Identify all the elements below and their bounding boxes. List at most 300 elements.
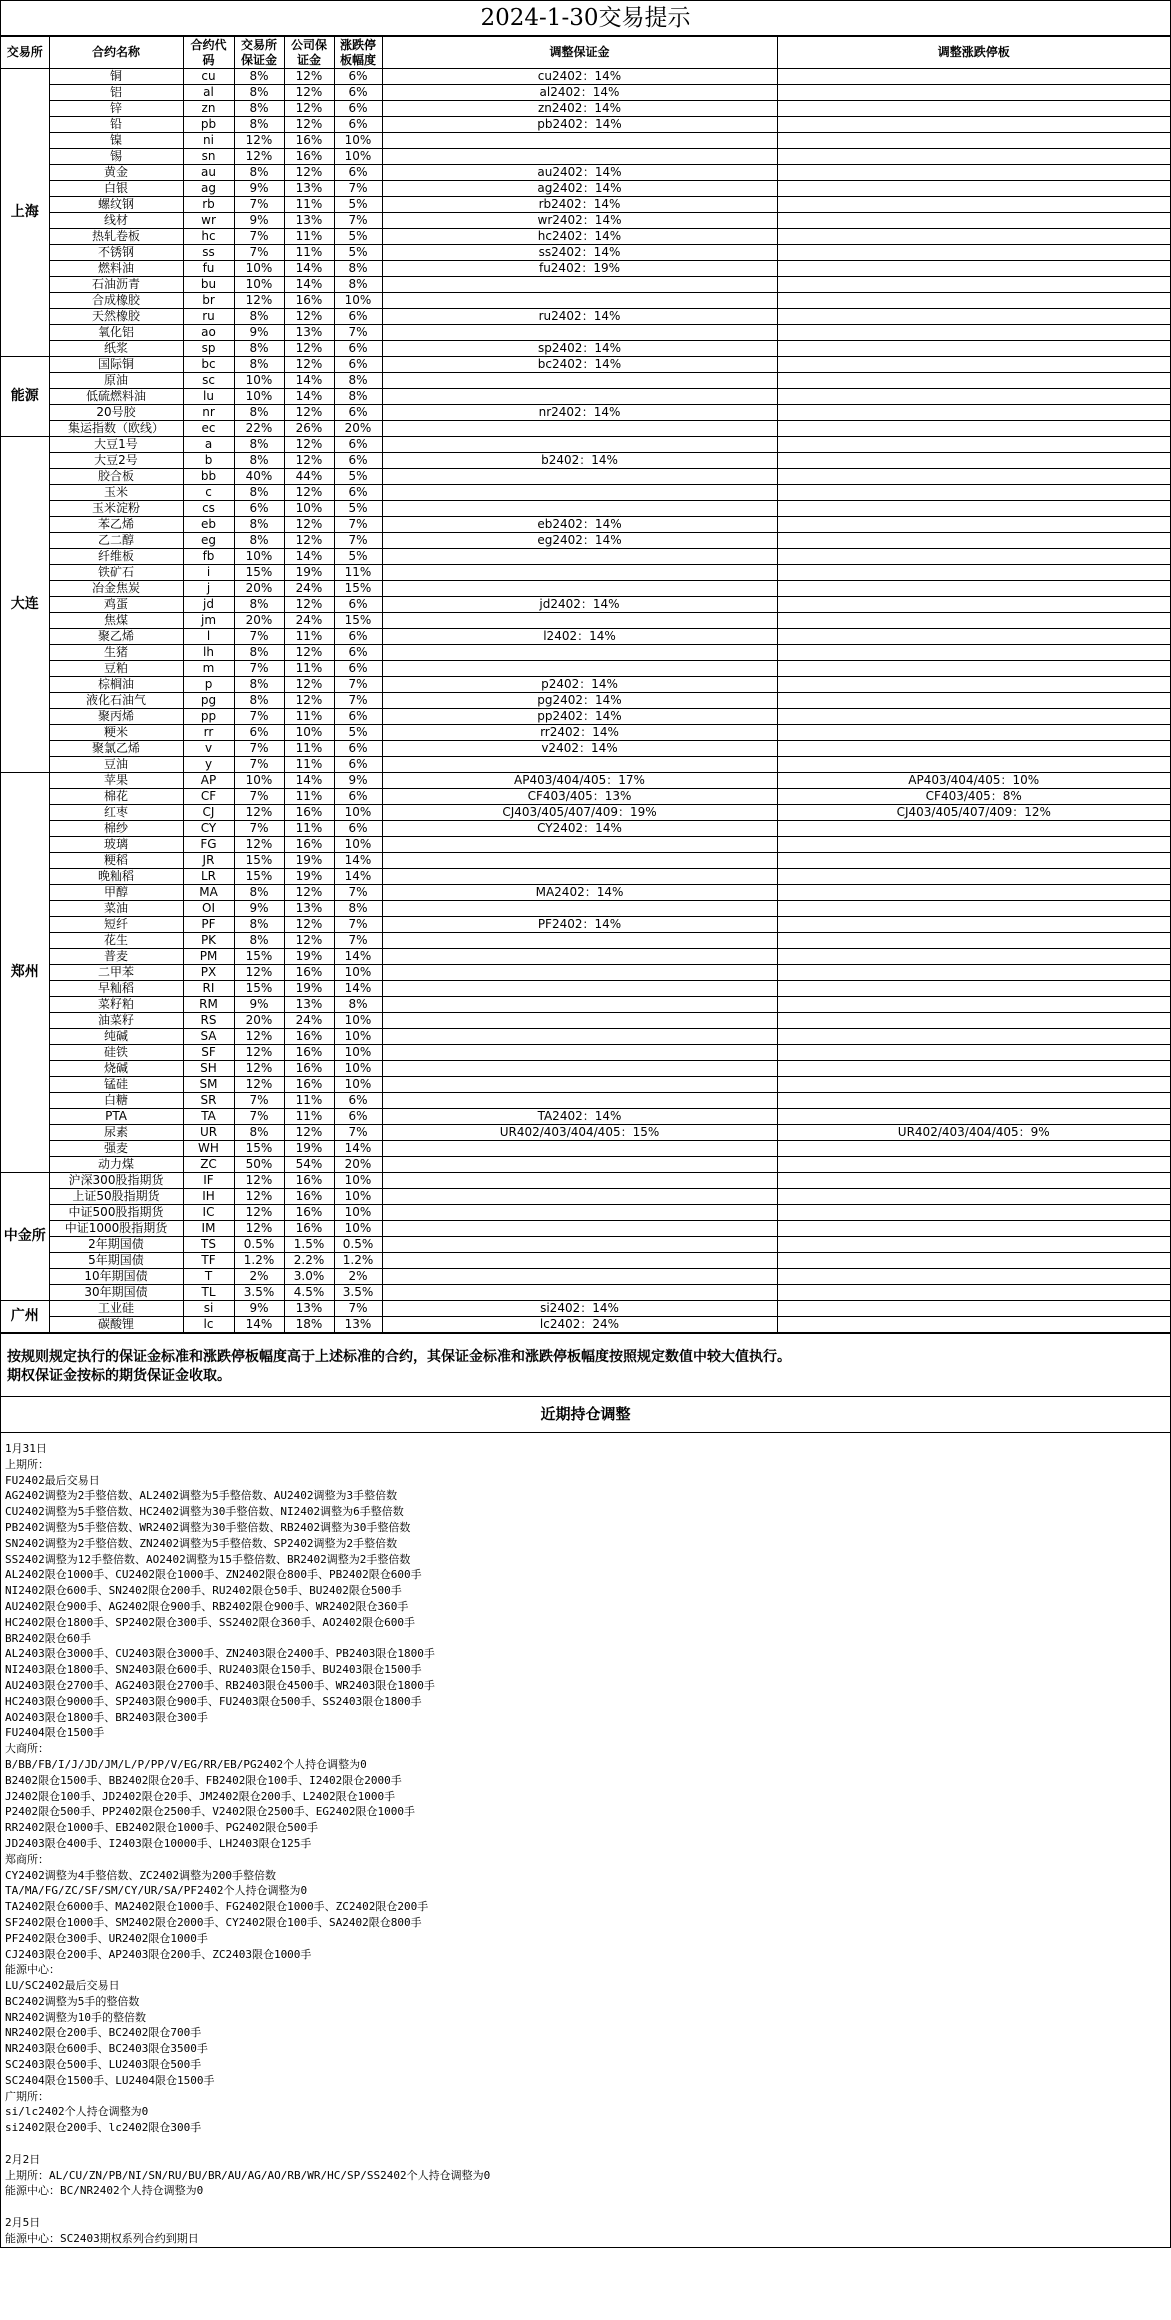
table-row <box>1 597 1170 613</box>
contract-code-cell: lu <box>183 389 234 405</box>
company-margin-cell: 54% <box>284 1157 334 1173</box>
limit-range-cell: 3.5% <box>334 1285 382 1301</box>
contract-name-cell: 铁矿石 <box>49 565 183 581</box>
note-line: 广期所： <box>5 2089 49 2103</box>
exchange-margin-cell: 8% <box>234 309 284 325</box>
contract-code-cell: sp <box>183 341 234 357</box>
exchange-margin-cell: 9% <box>234 901 284 917</box>
adjusted-margin-cell: MA2402：14% <box>382 885 777 901</box>
exchange-cell: 能源 <box>1 357 49 437</box>
contract-name-cell: 热轧卷板 <box>49 229 183 245</box>
contract-name-cell: 纤维板 <box>49 549 183 565</box>
exchange-margin-cell: 12% <box>234 1029 284 1045</box>
adjusted-limit-cell <box>777 869 1170 885</box>
adjusted-margin-cell <box>382 133 777 149</box>
note-line: AL2402限仓1000手、CU2402限仓1000手、ZN2402限仓800手、PB2402限仓600手 <box>5 1568 422 1582</box>
contract-name-cell: 苹果 <box>49 773 183 789</box>
limit-range-cell: 7% <box>334 885 382 901</box>
adjusted-margin-cell: bc2402：14% <box>382 357 777 373</box>
adjusted-margin-cell <box>382 981 777 997</box>
adjusted-margin-cell: al2402：14% <box>382 85 777 101</box>
rules-note <box>1 1333 1170 1397</box>
table-row <box>1 677 1170 693</box>
note-line: si/lc2402个人持仓调整为0 <box>5 2105 149 2119</box>
table-row <box>1 981 1170 997</box>
company-margin-cell: 11% <box>284 1093 334 1109</box>
note-line <box>5 2136 1166 2152</box>
adjusted-limit-cell <box>777 581 1170 597</box>
table-row <box>1 1269 1170 1285</box>
company-margin-cell: 24% <box>284 1013 334 1029</box>
contract-code-cell: zn <box>183 101 234 117</box>
limit-range-cell: 6% <box>334 629 382 645</box>
limit-range-cell: 9% <box>334 773 382 789</box>
exchange-margin-cell: 8% <box>234 1125 284 1141</box>
position-adjust-title: 近期持仓调整 <box>1 1397 1170 1433</box>
adjusted-limit-cell <box>777 1237 1170 1253</box>
contract-name-cell: PTA <box>49 1109 183 1125</box>
adjusted-margin-cell <box>382 1061 777 1077</box>
company-margin-cell: 16% <box>284 149 334 165</box>
adjusted-limit-cell <box>777 181 1170 197</box>
note-line: LU/SC2402最后交易日 <box>5 1979 120 1993</box>
adjusted-margin-cell: UR402/403/404/405：15% <box>382 1125 777 1141</box>
adjusted-limit-cell <box>777 421 1170 437</box>
table-row <box>1 645 1170 661</box>
limit-range-cell: 7% <box>334 677 382 693</box>
contract-code-cell: nr <box>183 405 234 421</box>
limit-range-cell: 14% <box>334 853 382 869</box>
table-row <box>1 693 1170 709</box>
company-margin-cell: 11% <box>284 197 334 213</box>
limit-range-cell: 5% <box>334 549 382 565</box>
company-margin-cell: 16% <box>284 1205 334 1221</box>
contract-code-cell: UR <box>183 1125 234 1141</box>
company-margin-cell: 13% <box>284 1301 334 1317</box>
contract-name-cell: 乙二醇 <box>49 533 183 549</box>
table-row <box>1 101 1170 117</box>
table-row <box>1 469 1170 485</box>
adjusted-limit-cell <box>777 405 1170 421</box>
table-row <box>1 661 1170 677</box>
adjusted-limit-cell <box>777 853 1170 869</box>
adjusted-margin-cell <box>382 837 777 853</box>
adjusted-margin-cell <box>382 853 777 869</box>
contract-code-cell: jd <box>183 597 234 613</box>
adjusted-limit-cell <box>777 1205 1170 1221</box>
table-row <box>1 437 1170 453</box>
exchange-margin-cell: 8% <box>234 117 284 133</box>
adjusted-margin-cell <box>382 645 777 661</box>
limit-range-cell: 5% <box>334 245 382 261</box>
header-exchange: 交易所 <box>1 37 49 69</box>
contract-name-cell: 合成橡胶 <box>49 293 183 309</box>
contract-code-cell: FG <box>183 837 234 853</box>
company-margin-cell: 12% <box>284 165 334 181</box>
exchange-margin-cell: 15% <box>234 565 284 581</box>
adjusted-limit-cell <box>777 821 1170 837</box>
limit-range-cell: 13% <box>334 1317 382 1333</box>
contract-name-cell: 二甲苯 <box>49 965 183 981</box>
contract-name-cell: 工业硅 <box>49 1301 183 1317</box>
limit-range-cell: 7% <box>334 917 382 933</box>
company-margin-cell: 12% <box>284 405 334 421</box>
exchange-margin-cell: 8% <box>234 341 284 357</box>
table-row <box>1 1189 1170 1205</box>
limit-range-cell: 6% <box>334 117 382 133</box>
contract-code-cell: ss <box>183 245 234 261</box>
adjusted-margin-cell <box>382 1029 777 1045</box>
exchange-margin-cell: 6% <box>234 725 284 741</box>
table-row <box>1 389 1170 405</box>
adjusted-limit-cell <box>777 1285 1170 1301</box>
adjusted-margin-cell: l2402：14% <box>382 629 777 645</box>
adjusted-limit-cell <box>777 1045 1170 1061</box>
contract-name-cell: 尿素 <box>49 1125 183 1141</box>
contract-name-cell: 燃料油 <box>49 261 183 277</box>
adjusted-margin-cell <box>382 565 777 581</box>
contract-name-cell: 螺纹钢 <box>49 197 183 213</box>
table-row <box>1 997 1170 1013</box>
limit-range-cell: 6% <box>334 437 382 453</box>
company-margin-cell: 24% <box>284 613 334 629</box>
exchange-margin-cell: 12% <box>234 1189 284 1205</box>
position-notes <box>1 1433 1170 2247</box>
table-row <box>1 1125 1170 1141</box>
contract-name-cell: 烧碱 <box>49 1061 183 1077</box>
table-row <box>1 1173 1170 1189</box>
contract-name-cell: 菜油 <box>49 901 183 917</box>
company-margin-cell: 16% <box>284 1173 334 1189</box>
company-margin-cell: 13% <box>284 901 334 917</box>
exchange-margin-cell: 20% <box>234 1013 284 1029</box>
limit-range-cell: 7% <box>334 181 382 197</box>
contract-name-cell: 铝 <box>49 85 183 101</box>
contract-code-cell: IM <box>183 1221 234 1237</box>
contract-name-cell: 聚乙烯 <box>49 629 183 645</box>
table-row <box>1 1157 1170 1173</box>
note-line: 大商所： <box>5 1742 49 1756</box>
adjusted-margin-cell: eb2402：14% <box>382 517 777 533</box>
limit-range-cell: 20% <box>334 421 382 437</box>
exchange-margin-cell: 20% <box>234 613 284 629</box>
exchange-margin-cell: 12% <box>234 1061 284 1077</box>
exchange-margin-cell: 10% <box>234 549 284 565</box>
table-row <box>1 1061 1170 1077</box>
adjusted-limit-cell <box>777 245 1170 261</box>
company-margin-cell: 11% <box>284 789 334 805</box>
contract-code-cell: JR <box>183 853 234 869</box>
adjusted-limit-cell <box>777 645 1170 661</box>
contract-code-cell: bu <box>183 277 234 293</box>
note-line: FU2402最后交易日 <box>5 1473 100 1487</box>
company-margin-cell: 11% <box>284 245 334 261</box>
note-line: CY2402调整为4手整倍数、ZC2402调整为200手整倍数 <box>5 1868 276 1882</box>
contract-code-cell: pp <box>183 709 234 725</box>
contract-code-cell: bc <box>183 357 234 373</box>
adjusted-limit-cell: CJ403/405/407/409：12% <box>777 805 1170 821</box>
contract-code-cell: hc <box>183 229 234 245</box>
company-margin-cell: 19% <box>284 869 334 885</box>
header-adjusted-limit: 调整涨跌停板 <box>777 37 1170 69</box>
contract-name-cell: 沪深300股指期货 <box>49 1173 183 1189</box>
adjusted-margin-cell <box>382 581 777 597</box>
adjusted-limit-cell <box>777 117 1170 133</box>
contract-name-cell: 大豆2号 <box>49 453 183 469</box>
adjusted-margin-cell: wr2402：14% <box>382 213 777 229</box>
adjusted-limit-cell <box>777 1221 1170 1237</box>
contract-name-cell: 天然橡胶 <box>49 309 183 325</box>
header-exchange-margin: 交易所保证金 <box>234 37 284 69</box>
table-row <box>1 485 1170 501</box>
company-margin-cell: 14% <box>284 373 334 389</box>
adjusted-margin-cell <box>382 421 777 437</box>
adjusted-limit-cell <box>777 293 1170 309</box>
exchange-margin-cell: 8% <box>234 693 284 709</box>
adjusted-limit-cell <box>777 517 1170 533</box>
contract-name-cell: 中证1000股指期货 <box>49 1221 183 1237</box>
adjusted-limit-cell <box>777 453 1170 469</box>
adjusted-limit-cell <box>777 725 1170 741</box>
limit-range-cell: 6% <box>334 453 382 469</box>
contract-code-cell: eg <box>183 533 234 549</box>
exchange-margin-cell: 7% <box>234 789 284 805</box>
company-margin-cell: 12% <box>284 117 334 133</box>
adjusted-margin-cell: pp2402：14% <box>382 709 777 725</box>
exchange-margin-cell: 15% <box>234 949 284 965</box>
contract-name-cell: 生猪 <box>49 645 183 661</box>
contract-code-cell: c <box>183 485 234 501</box>
limit-range-cell: 2% <box>334 1269 382 1285</box>
contract-code-cell: SA <box>183 1029 234 1045</box>
adjusted-limit-cell <box>777 1173 1170 1189</box>
header-contract-code: 合约代码 <box>183 37 234 69</box>
exchange-margin-cell: 1.2% <box>234 1253 284 1269</box>
contract-name-cell: 10年期国债 <box>49 1269 183 1285</box>
note-line: PF2402限仓300手、UR2402限仓1000手 <box>5 1931 208 1945</box>
limit-range-cell: 6% <box>334 1109 382 1125</box>
table-row <box>1 709 1170 725</box>
limit-range-cell: 10% <box>334 149 382 165</box>
adjusted-limit-cell <box>777 261 1170 277</box>
contract-code-cell: IF <box>183 1173 234 1189</box>
adjusted-limit-cell <box>777 325 1170 341</box>
note-line: AG2402调整为2手整倍数、AL2402调整为5手整倍数、AU2402调整为3手整倍数 <box>5 1489 398 1503</box>
table-row <box>1 133 1170 149</box>
limit-range-cell: 15% <box>334 581 382 597</box>
adjusted-margin-cell <box>382 1093 777 1109</box>
limit-range-cell: 8% <box>334 901 382 917</box>
note-line: AU2403限仓2700手、AG2403限仓2700手、RB2403限仓4500手、WR2403限仓1800手 <box>5 1678 435 1692</box>
adjusted-margin-cell <box>382 293 777 309</box>
company-margin-cell: 19% <box>284 981 334 997</box>
exchange-margin-cell: 2% <box>234 1269 284 1285</box>
company-margin-cell: 12% <box>284 437 334 453</box>
exchange-margin-cell: 7% <box>234 229 284 245</box>
contract-name-cell: 黄金 <box>49 165 183 181</box>
contract-code-cell: ZC <box>183 1157 234 1173</box>
adjusted-margin-cell <box>382 933 777 949</box>
company-margin-cell: 16% <box>284 1061 334 1077</box>
contract-code-cell: p <box>183 677 234 693</box>
table-row <box>1 325 1170 341</box>
note-line: AO2403限仓1800手、BR2403限仓300手 <box>5 1710 208 1724</box>
company-margin-cell: 12% <box>284 85 334 101</box>
company-margin-cell: 11% <box>284 1109 334 1125</box>
note-line: BC2402调整为5手的整倍数 <box>5 1994 140 2008</box>
limit-range-cell: 14% <box>334 981 382 997</box>
exchange-cell: 大连 <box>1 437 49 773</box>
contract-name-cell: 集运指数（欧线） <box>49 421 183 437</box>
exchange-margin-cell: 8% <box>234 917 284 933</box>
exchange-margin-cell: 6% <box>234 501 284 517</box>
contract-code-cell: CY <box>183 821 234 837</box>
limit-range-cell: 15% <box>334 613 382 629</box>
table-row <box>1 757 1170 773</box>
contract-name-cell: 氧化铝 <box>49 325 183 341</box>
contract-code-cell: IC <box>183 1205 234 1221</box>
company-margin-cell: 14% <box>284 549 334 565</box>
adjusted-limit-cell <box>777 133 1170 149</box>
exchange-margin-cell: 12% <box>234 1077 284 1093</box>
note-line: 2月5日 <box>5 2216 41 2230</box>
contract-name-cell: 早籼稻 <box>49 981 183 997</box>
page-title: 2024-1-30交易提示 <box>1 1 1170 36</box>
table-row <box>1 581 1170 597</box>
exchange-margin-cell: 10% <box>234 389 284 405</box>
company-margin-cell: 12% <box>284 597 334 613</box>
company-margin-cell: 11% <box>284 821 334 837</box>
note-line: J2402限仓100手、JD2402限仓20手、JM2402限仓200手、L2402限仓1000手 <box>5 1789 396 1803</box>
note-line: 1月31日 <box>5 1442 47 1455</box>
exchange-margin-cell: 8% <box>234 405 284 421</box>
adjusted-limit-cell <box>777 1077 1170 1093</box>
adjusted-margin-cell <box>382 661 777 677</box>
note-line: NR2402限仓200手、BC2402限仓700手 <box>5 2026 202 2040</box>
exchange-margin-cell: 7% <box>234 1109 284 1125</box>
contract-name-cell: 2年期国债 <box>49 1237 183 1253</box>
contract-name-cell: 玉米淀粉 <box>49 501 183 517</box>
limit-range-cell: 6% <box>334 165 382 181</box>
adjusted-margin-cell <box>382 149 777 165</box>
adjusted-limit-cell: AP403/404/405：10% <box>777 773 1170 789</box>
limit-range-cell: 6% <box>334 661 382 677</box>
adjusted-margin-cell: CY2402：14% <box>382 821 777 837</box>
adjusted-margin-cell <box>382 1045 777 1061</box>
contract-name-cell: 白银 <box>49 181 183 197</box>
table-row <box>1 901 1170 917</box>
adjusted-margin-cell <box>382 965 777 981</box>
limit-range-cell: 8% <box>334 389 382 405</box>
limit-range-cell: 10% <box>334 1221 382 1237</box>
table-row <box>1 405 1170 421</box>
note-line: BR2402限仓60手 <box>5 1631 91 1645</box>
adjusted-limit-cell <box>777 165 1170 181</box>
note-line: 2月2日 <box>5 2152 41 2166</box>
table-row <box>1 261 1170 277</box>
limit-range-cell: 7% <box>334 325 382 341</box>
limit-range-cell: 6% <box>334 357 382 373</box>
note-line: JD2403限仓400手、I2403限仓10000手、LH2403限仓125手 <box>5 1836 312 1850</box>
adjusted-margin-cell <box>382 1013 777 1029</box>
limit-range-cell: 5% <box>334 501 382 517</box>
table-row <box>1 837 1170 853</box>
exchange-margin-cell: 10% <box>234 773 284 789</box>
adjusted-limit-cell <box>777 1157 1170 1173</box>
adjusted-limit-cell <box>777 677 1170 693</box>
note-line: RR2402限仓1000手、EB2402限仓1000手、PG2402限仓500手 <box>5 1821 319 1835</box>
table-row <box>1 805 1170 821</box>
contract-name-cell: 棉花 <box>49 789 183 805</box>
adjusted-margin-cell <box>382 437 777 453</box>
adjusted-limit-cell <box>777 69 1170 85</box>
exchange-margin-cell: 12% <box>234 1045 284 1061</box>
limit-range-cell: 6% <box>334 597 382 613</box>
limit-range-cell: 8% <box>334 997 382 1013</box>
company-margin-cell: 18% <box>284 1317 334 1333</box>
adjusted-limit-cell <box>777 933 1170 949</box>
header-company-margin: 公司保证金 <box>284 37 334 69</box>
contract-code-cell: i <box>183 565 234 581</box>
company-margin-cell: 16% <box>284 1189 334 1205</box>
note-line <box>5 2199 1166 2215</box>
limit-range-cell: 20% <box>334 1157 382 1173</box>
company-margin-cell: 11% <box>284 709 334 725</box>
company-margin-cell: 12% <box>284 485 334 501</box>
contract-code-cell: ec <box>183 421 234 437</box>
adjusted-limit-cell <box>777 597 1170 613</box>
adjusted-margin-cell: eg2402：14% <box>382 533 777 549</box>
contract-code-cell: IH <box>183 1189 234 1205</box>
adjusted-margin-cell <box>382 1253 777 1269</box>
company-margin-cell: 12% <box>284 885 334 901</box>
note-line: 郑商所： <box>5 1852 49 1866</box>
exchange-margin-cell: 7% <box>234 709 284 725</box>
exchange-margin-cell: 9% <box>234 213 284 229</box>
company-margin-cell: 16% <box>284 1077 334 1093</box>
limit-range-cell: 14% <box>334 949 382 965</box>
adjusted-limit-cell <box>777 1013 1170 1029</box>
contract-name-cell: 原油 <box>49 373 183 389</box>
limit-range-cell: 5% <box>334 229 382 245</box>
adjusted-margin-cell <box>382 501 777 517</box>
table-row <box>1 1013 1170 1029</box>
note-line: si2402限仓200手、lc2402限仓300手 <box>5 2121 202 2135</box>
header-adjusted-margin: 调整保证金 <box>382 37 777 69</box>
table-row <box>1 821 1170 837</box>
limit-range-cell: 6% <box>334 645 382 661</box>
adjusted-limit-cell <box>777 85 1170 101</box>
adjusted-limit-cell <box>777 357 1170 373</box>
company-margin-cell: 44% <box>284 469 334 485</box>
limit-range-cell: 10% <box>334 1189 382 1205</box>
contract-name-cell: 胶合板 <box>49 469 183 485</box>
exchange-margin-cell: 7% <box>234 629 284 645</box>
exchange-margin-cell: 15% <box>234 869 284 885</box>
contract-name-cell: 锡 <box>49 149 183 165</box>
adjusted-limit-cell <box>777 1029 1170 1045</box>
table-row <box>1 277 1170 293</box>
adjusted-limit-cell <box>777 613 1170 629</box>
contract-code-cell: b <box>183 453 234 469</box>
contract-name-cell: 玉米 <box>49 485 183 501</box>
contract-name-cell: 锰硅 <box>49 1077 183 1093</box>
contract-name-cell: 石油沥青 <box>49 277 183 293</box>
limit-range-cell: 10% <box>334 1077 382 1093</box>
table-row <box>1 213 1170 229</box>
limit-range-cell: 6% <box>334 821 382 837</box>
adjusted-margin-cell: nr2402：14% <box>382 405 777 421</box>
